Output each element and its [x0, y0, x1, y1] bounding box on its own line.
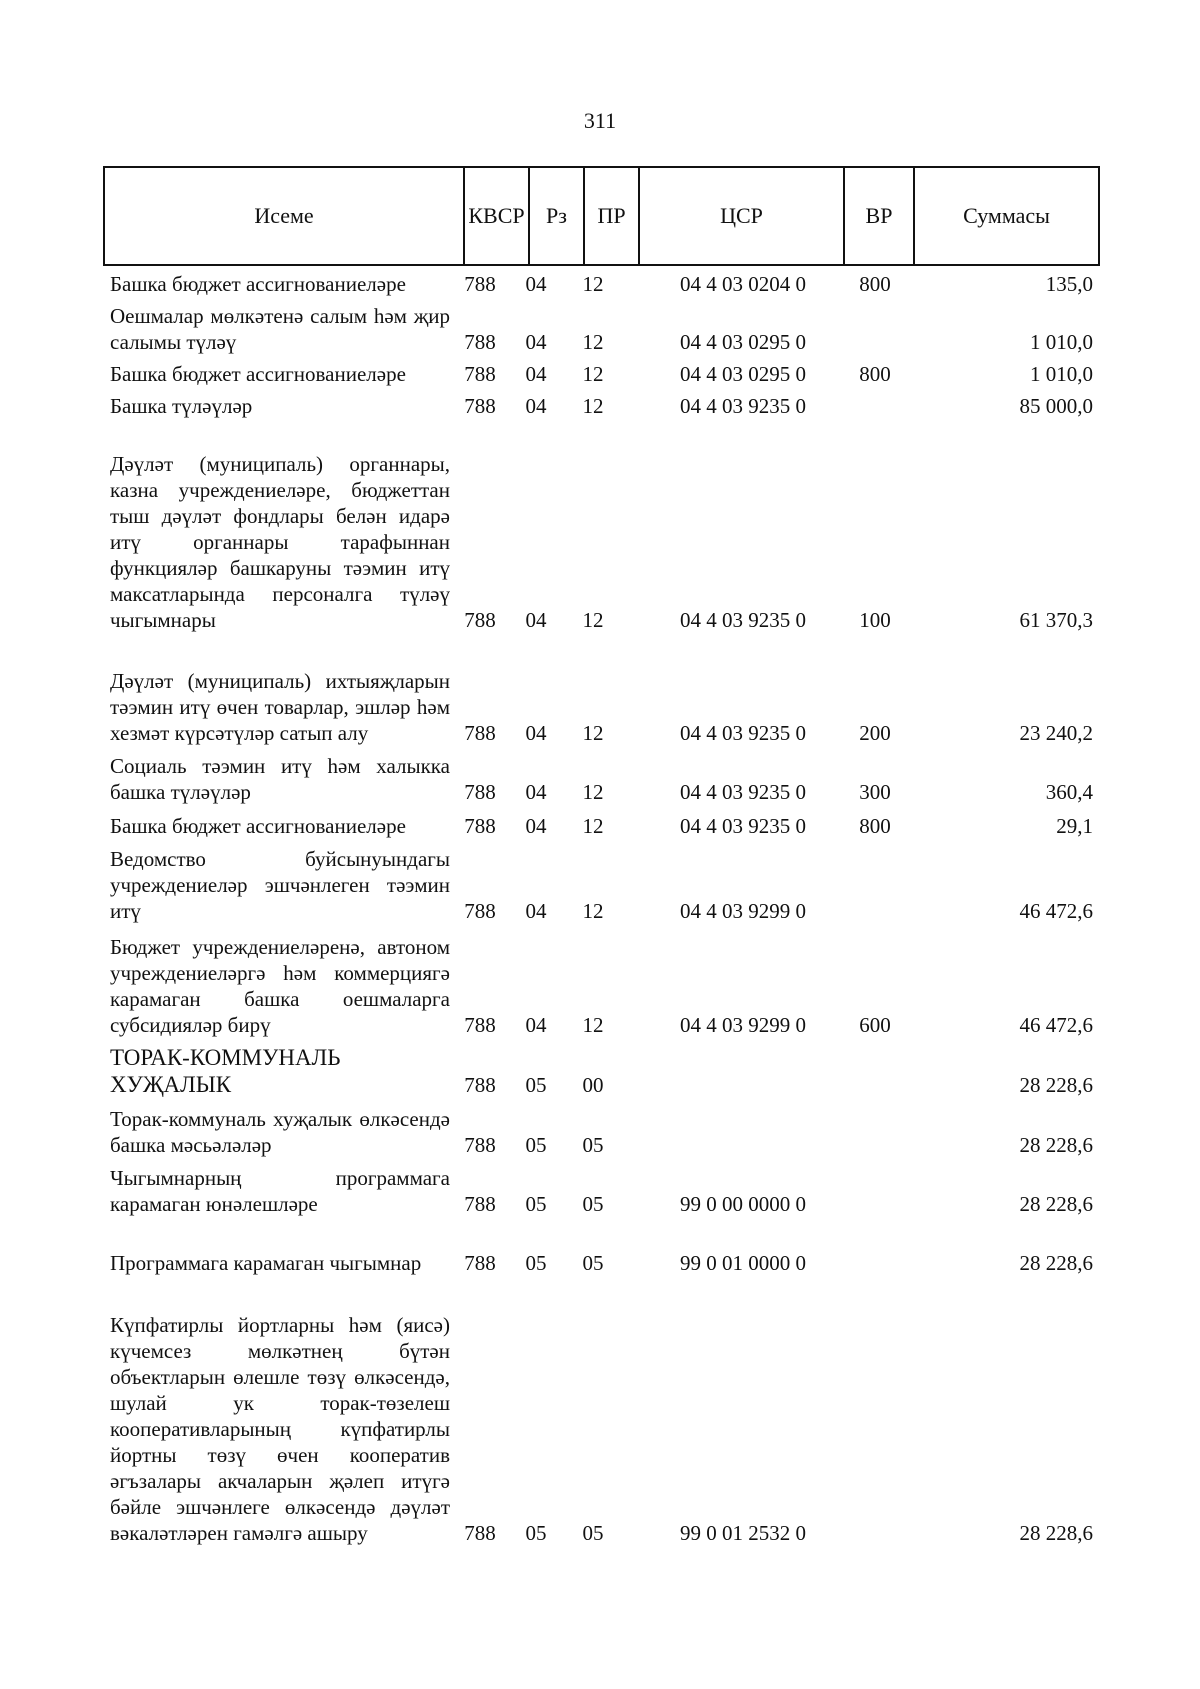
row-kvsr: 788 — [464, 1073, 496, 1097]
row-pr: 05 — [582, 1133, 604, 1157]
row-kvsr: 788 — [464, 814, 496, 838]
table-row — [103, 393, 1093, 419]
row-pr: 12 — [582, 1013, 604, 1037]
row-pr: 12 — [582, 272, 604, 296]
table-header — [103, 166, 1100, 266]
row-kvsr: 788 — [464, 394, 496, 418]
row-sum: 23 240,2 — [1019, 721, 1093, 745]
row-pr: 12 — [582, 330, 604, 354]
header-vr: ВР — [844, 167, 914, 265]
row-rz: 04 — [525, 1013, 547, 1037]
table-row — [103, 1106, 1093, 1158]
table-row — [103, 425, 1093, 633]
row-csr: 04 4 03 9235 0 — [680, 721, 806, 745]
row-csr: 04 4 03 9235 0 — [680, 608, 806, 632]
header-kvsr: КВСР — [464, 167, 529, 265]
row-vr: 100 — [859, 608, 891, 632]
row-csr: 99 0 01 2532 0 — [680, 1521, 806, 1545]
row-sum: 46 472,6 — [1019, 899, 1093, 923]
row-vr: 600 — [859, 1013, 891, 1037]
row-sum: 28 228,6 — [1019, 1521, 1093, 1545]
row-csr: 99 0 00 0000 0 — [680, 1192, 806, 1216]
row-rz: 05 — [525, 1073, 547, 1097]
row-pr: 12 — [582, 721, 604, 745]
row-kvsr: 788 — [464, 608, 496, 632]
row-pr: 00 — [582, 1073, 604, 1097]
row-csr: 04 4 03 9235 0 — [680, 394, 806, 418]
row-kvsr: 788 — [464, 330, 496, 354]
row-name: Социаль тәэмин итү һәм халыкка башка түләүләр — [110, 754, 450, 804]
row-sum: 29,1 — [1056, 814, 1093, 838]
row-rz: 04 — [525, 394, 547, 418]
row-rz: 05 — [525, 1521, 547, 1545]
row-vr: 800 — [859, 362, 891, 386]
row-pr: 05 — [582, 1521, 604, 1545]
table-row — [103, 361, 1093, 387]
row-csr: 04 4 03 0204 0 — [680, 272, 806, 296]
row-sum: 28 228,6 — [1019, 1133, 1093, 1157]
row-pr: 12 — [582, 608, 604, 632]
table-row — [103, 934, 1093, 1038]
row-rz: 04 — [525, 721, 547, 745]
row-pr: 12 — [582, 362, 604, 386]
row-sum: 28 228,6 — [1019, 1073, 1093, 1097]
section-heading: ТОРАК-КОММУНАЛЬ ХУҖАЛЫК — [110, 1045, 341, 1097]
row-pr: 12 — [582, 814, 604, 838]
row-vr: 300 — [859, 780, 891, 804]
row-sum: 28 228,6 — [1019, 1192, 1093, 1216]
row-csr: 99 0 01 0000 0 — [680, 1251, 806, 1275]
table-row — [103, 642, 1093, 746]
table-row — [103, 271, 1093, 297]
row-vr: 800 — [859, 814, 891, 838]
table-row — [103, 1286, 1093, 1546]
row-rz: 04 — [525, 272, 547, 296]
row-kvsr: 788 — [464, 780, 496, 804]
row-rz: 04 — [525, 608, 547, 632]
row-pr: 05 — [582, 1251, 604, 1275]
row-csr: 04 4 03 9299 0 — [680, 1013, 806, 1037]
table-row — [103, 846, 1093, 924]
row-pr: 05 — [582, 1192, 604, 1216]
row-kvsr: 788 — [464, 899, 496, 923]
row-csr: 04 4 03 0295 0 — [680, 362, 806, 386]
row-name: Оешмалар мөлкәтенә салым һәм җир салымы түләү — [110, 304, 450, 354]
row-kvsr: 788 — [464, 272, 496, 296]
row-vr: 200 — [859, 721, 891, 745]
row-sum: 1 010,0 — [1030, 330, 1093, 354]
row-sum: 135,0 — [1045, 272, 1093, 296]
row-pr: 12 — [582, 780, 604, 804]
row-csr: 04 4 03 9235 0 — [680, 814, 806, 838]
row-sum: 61 370,3 — [1019, 608, 1093, 632]
row-rz: 04 — [525, 362, 547, 386]
row-kvsr: 788 — [464, 1133, 496, 1157]
row-kvsr: 788 — [464, 721, 496, 745]
row-kvsr: 788 — [464, 1251, 496, 1275]
row-rz: 04 — [525, 330, 547, 354]
row-name: Башка бюджет ассигнованиеләре — [110, 272, 406, 296]
row-name: Башка бюджет ассигнованиеләре — [110, 814, 406, 838]
row-kvsr: 788 — [464, 1192, 496, 1216]
row-sum: 85 000,0 — [1019, 394, 1093, 418]
page-number: 311 — [583, 108, 617, 133]
row-name: Бюджет учреждениеләренә, автоном учреждениеләргә һәм коммерциягә карамаган башка оешмаларга субсидияләр бирү — [110, 935, 450, 1037]
table-row — [103, 813, 1093, 839]
row-pr: 12 — [582, 899, 604, 923]
row-vr: 800 — [859, 272, 891, 296]
row-rz: 05 — [525, 1192, 547, 1216]
table-row — [103, 303, 1093, 355]
row-name: Башка бюджет ассигнованиеләре — [110, 362, 406, 386]
row-rz: 04 — [525, 780, 547, 804]
row-kvsr: 788 — [464, 362, 496, 386]
row-name: Дәүләт (муниципаль) ихтыяҗларын тәэмин итү өчен товарлар, эшләр һәм хезмәт күрсәтүләр сатып алу — [110, 669, 450, 745]
row-csr: 04 4 03 9299 0 — [680, 899, 806, 923]
table-row — [103, 1044, 1093, 1098]
table-row — [103, 753, 1093, 805]
row-sum: 360,4 — [1045, 780, 1093, 804]
row-csr: 04 4 03 0295 0 — [680, 330, 806, 354]
header-csr: ЦСР — [639, 167, 844, 265]
row-name: Чыгымнарның программага карамаган юнәлешләре — [110, 1166, 450, 1216]
row-kvsr: 788 — [464, 1521, 496, 1545]
row-name: Башка түләүләр — [110, 394, 253, 418]
row-name: Программага карамаган чыгымнар — [110, 1251, 422, 1275]
row-name: Күпфатирлы йортларны һәм (яисә) күчемсез мөлкәтнең бүтән объектларын өлешле төзү өлкәсендә, шулай ук торак-төзелеш кооперативларының күпфатирлы йортны төзү өчен кооператив әгъзалары акчаларын җәлеп итүгә бәйле эшчәнлеге өлкәсендә дәүләт вәкаләтләрен гамәлгә ашыру — [110, 1313, 450, 1545]
row-name: Дәүләт (муниципаль) органнары, казна учреждениеләре, бюджеттан тыш дәүләт фондлары белән идарә итү органнары тарафыннан функцияләр башкаруны тәэмин итү максатларында персоналга түләү чыгымнары — [110, 452, 450, 632]
row-kvsr: 788 — [464, 1013, 496, 1037]
row-sum: 1 010,0 — [1030, 362, 1093, 386]
row-pr: 12 — [582, 394, 604, 418]
row-csr: 04 4 03 9235 0 — [680, 780, 806, 804]
row-rz: 04 — [525, 814, 547, 838]
header-pr: ПР — [584, 167, 639, 265]
table-row — [103, 1165, 1093, 1217]
row-name: Торак-коммуналь хуҗалык өлкәсендә башка мәсьәләләр — [110, 1107, 450, 1157]
table-row — [103, 1224, 1093, 1276]
row-sum: 46 472,6 — [1019, 1013, 1093, 1037]
row-rz: 04 — [525, 899, 547, 923]
row-rz: 05 — [525, 1133, 547, 1157]
header-sum: Суммасы — [914, 167, 1099, 265]
row-name: Ведомство буйсынуындагы учреждениеләр эшчәнлеген тәэмин итү — [110, 847, 450, 923]
header-name: Исеме — [104, 167, 464, 265]
header-rz: Рз — [529, 167, 584, 265]
row-rz: 05 — [525, 1251, 547, 1275]
row-sum: 28 228,6 — [1019, 1251, 1093, 1275]
